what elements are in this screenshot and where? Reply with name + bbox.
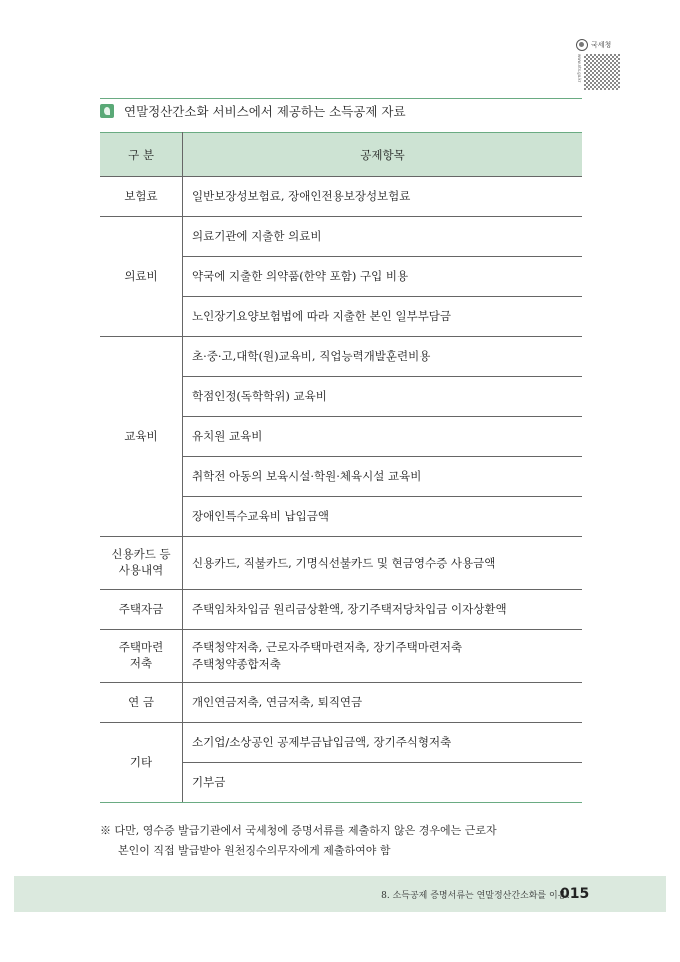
deduction-table [100, 132, 582, 803]
item-cell: 학점인정(독학학위) 교육비 [183, 377, 583, 417]
table-row [100, 177, 582, 217]
nts-emblem-icon [576, 39, 588, 51]
category-cell [100, 723, 183, 803]
category-cell [100, 683, 183, 723]
table-row [100, 590, 582, 630]
leaf-icon [100, 104, 114, 118]
logo-name: 국세청 [591, 41, 612, 49]
header-items: 공제항목 [183, 133, 583, 177]
nts-logo [576, 38, 628, 92]
table-header-row [100, 133, 582, 177]
table-row [100, 630, 582, 683]
item-cell: 유치원 교육비 [183, 417, 583, 457]
footnote-line-1: ※ 다만, 영수증 발급기관에서 국세청에 증명서류를 제출하지 않은 경우에는 근로자 [100, 824, 497, 837]
item-cell: 주택청약저축, 근로자주택마련저축, 장기주택마련저축 주택청약종합저축 [183, 630, 583, 683]
item-cell: 노인장기요양보험법에 따라 지출한 본인 일부부담금 [183, 297, 583, 337]
item-cell: 초·중·고,대학(원)교육비, 직업능력개발훈련비용 [183, 337, 583, 377]
category-label: 저축 [129, 656, 153, 670]
category-label: 보험료 [124, 188, 158, 203]
section-title: 연말정산간소화 서비스에서 제공하는 소득공제 자료 [124, 104, 406, 119]
item-cell: 기부금 [183, 763, 583, 803]
category-label: 의료비 [124, 268, 158, 283]
table-row [100, 217, 582, 257]
item-cell: 장애인특수교육비 납입금액 [183, 497, 583, 537]
item-cell: 개인연금저축, 연금저축, 퇴직연금 [183, 683, 583, 723]
table-row [100, 537, 582, 590]
category-cell [100, 177, 183, 217]
category-cell [100, 217, 183, 337]
item-cell: 신용카드, 직불카드, 기명식선불카드 및 현금영수증 사용금액 [183, 537, 583, 590]
category-cell [100, 537, 183, 590]
footer-text: 8. 소득공제 증명서류는 연말정산간소화를 이용! [381, 890, 570, 901]
category-label: 주택마련 [118, 640, 164, 655]
footnote [100, 821, 592, 861]
footnote-line-2: 본인이 직접 발급받아 원천징수의무자에게 제출하여야 함 [118, 844, 391, 857]
category-label: 연 금 [128, 694, 154, 709]
item-cell: 의료기관에 지출한 의료비 [183, 217, 583, 257]
item-cell: 주택임차차입금 원리금상환액, 장기주택저당차입금 이자상환액 [183, 590, 583, 630]
table-row [100, 683, 582, 723]
item-cell: 약국에 지출한 의약품(한약 포함) 구입 비용 [183, 257, 583, 297]
category-label: 주택자금 [118, 601, 164, 616]
category-cell [100, 337, 183, 537]
section-title-bar [100, 98, 582, 123]
item-cell: 일반보장성보험료, 장애인전용보장성보험료 [183, 177, 583, 217]
category-label: 교육비 [124, 428, 158, 443]
logo-side-text: www.nts.go.kr [577, 54, 582, 83]
category-label: 기타 [129, 754, 153, 769]
table-row [100, 337, 582, 377]
category-label: 사용내역 [118, 563, 164, 577]
table-row [100, 723, 582, 763]
header-category: 구 분 [100, 133, 183, 177]
category-cell [100, 590, 183, 630]
category-label: 신용카드 등 [111, 547, 171, 562]
item-cell: 취학전 아동의 보육시설·학원·체육시설 교육비 [183, 457, 583, 497]
qr-code-icon [584, 54, 620, 90]
item-cell: 소기업/소상공인 공제부금납입금액, 장기주식형저축 [183, 723, 583, 763]
page-number: 015 [560, 886, 590, 902]
category-cell [100, 630, 183, 683]
